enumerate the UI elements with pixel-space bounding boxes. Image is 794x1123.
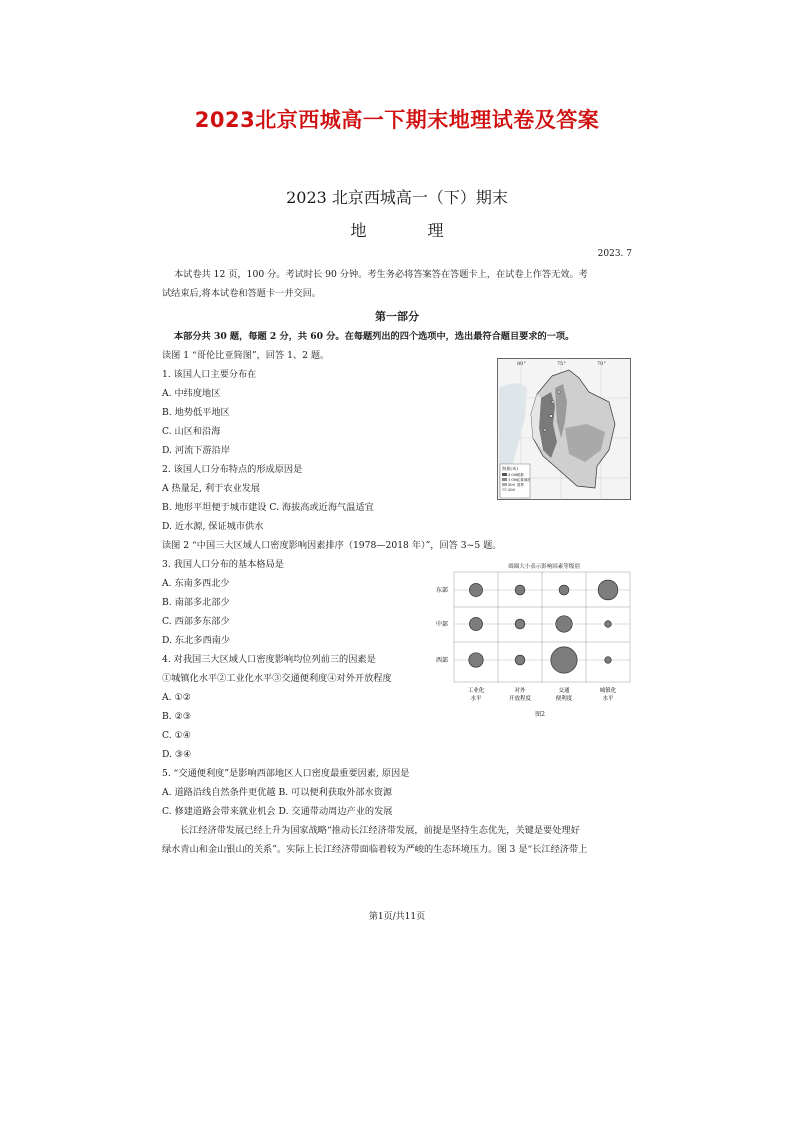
exam-date: 2023. 7 [597,249,632,259]
bubble-0-3 [598,580,618,600]
col-label-0-1: 水平 [470,696,482,702]
question-3-option-a: A. 东南多西北少 [162,578,230,589]
exam-intro-line-2: 试结束后,将本试卷和答题卡一并交回。 [162,288,322,299]
bubble-1-2 [556,616,573,633]
col-label-2-0: 交通 [558,688,570,694]
col-label-1-1: 开放程度 [508,696,532,702]
col-label-0-0: 工业化 [467,688,485,694]
question-4-choices: ①城镇化水平②工业化水平③交通便利度④对外开放程度 [162,673,392,684]
bubble-0-1 [515,585,525,595]
part-instructions: 本部分共 30 题，每题 2 分，共 60 分。在每题列出的四个选项中，选出最符合题目要求的一项。 [174,331,575,342]
question-2: 2. 该国人口分布特点的形成原因是 [162,464,303,475]
map-legend-border: 国界 [517,483,524,487]
exam-intro-line-1: 本试卷共 12 页，100 分。考试时长 90 分钟。考生务必将答案答在答题卡上，在试卷上作答无效。考 [174,269,588,280]
figure2-header: 圆圈大小表示影响因素等级别 [508,564,580,570]
passage-line-1: 长江经济带发展已经上升为国家战略“推动长江经济带发展，前提是坚持生态优先，关键是要处理好 [180,825,580,836]
question-1-option-a: A. 中纬度地区 [162,388,221,399]
question-4: 4. 对我国三大区域人口密度影响均位列前三的因素是 [162,654,376,665]
question-2-option-a: A 热量足, 利于农业发展 [162,483,261,494]
bubble-2-0 [469,653,484,668]
question-4-option-a: A. ①② [162,692,191,703]
map-lon-label-3: 70° [597,361,606,367]
question-4-option-c: C. ①④ [162,730,192,741]
question-4-option-b: B. ②③ [162,711,192,722]
bubble-1-3 [605,621,612,628]
map-legend-item-3: 500 [508,483,515,487]
map-legend-item-4: 200 [508,488,515,492]
map-legend [500,464,531,498]
col-label-3-0: 城镇化 [599,688,617,694]
question-1: 1. 该国人口主要分布在 [162,369,257,380]
question-2-option-bc: B. 地形平坦便于城市建设 C. 海拔高或近海气温适宜 [162,502,374,513]
col-label-1-0: 对外 [514,688,526,694]
bubble-0-0 [469,583,482,596]
question-3-option-d: D. 东北多西南少 [162,635,231,646]
page-number: 第1页/共11页 [368,912,426,922]
read-figure1-prompt: 读图 1 “哥伦比亚简图”，回答 1、2 题。 [162,350,330,361]
question-3-option-b: B. 南部多北部少 [162,597,230,608]
bubble-0-2 [559,585,569,595]
exam-subject: 地 理 [350,221,472,240]
question-5: 5. “交通便利度”是影响西部地区人口密度最重要因素, 原因是 [162,768,410,779]
map-lon-label-1: 80° [517,361,526,367]
col-label-2-1: 便利度 [555,696,573,702]
bubble-1-0 [469,617,482,630]
question-4-option-d: D. ③④ [162,749,192,760]
figure1-colombia-map [497,358,631,500]
row-label-0: 东部 [435,587,448,594]
question-2-option-d: D. 近水源, 保证城市供水 [162,521,264,532]
question-5-option-ab: A. 道路沿线自然条件更优越 B. 可以便利获取外部水资源 [162,787,393,798]
map-lon-label-2: 75° [557,361,566,367]
map-legend-capital: 首都 [517,473,524,477]
bubble-2-1 [515,655,525,665]
map-legend-item-2: 1 000 [508,478,519,482]
question-1-option-b: B. 地势低平地区 [162,407,230,418]
question-1-option-d: D. 河流下游沿岸 [162,445,231,456]
map-legend-item-1: 3 000 [508,473,519,477]
read-figure2-prompt: 读图 2 “中国三大区域人口密度影响因素排序（1978—2018 年）”，回答 3~5 题。 [162,540,502,551]
document-banner-title: 2023北京西城高一下期末地理试卷及答案 [194,108,600,132]
map-legend-city: 主要城市 [517,478,531,482]
passage-line-2: 绿水青山和金山银山的关系”。实际上长江经济带面临着较为严峻的生态环境压力。图 3 是“长江经济带上 [162,844,588,855]
bubble-2-3 [605,657,612,664]
question-3-option-c: C. 西部多东部少 [162,616,230,627]
bubble-1-1 [515,619,525,629]
figure2-caption: 图2 [535,711,545,718]
row-label-2: 西部 [435,657,448,664]
col-label-3-1: 水平 [602,696,614,702]
question-5-option-cd: C. 修建道路会带来就业机会 D. 交通带动周边产业的发展 [162,806,393,817]
exam-title: 2023 北京西城高一（下）期末 [286,188,508,207]
question-1-option-c: C. 山区和沿海 [162,426,221,437]
part-heading: 第一部分 [375,310,419,323]
question-3: 3. 我国人口分布的基本格局是 [162,559,284,570]
figure2-bubble-chart [426,560,634,720]
map-legend-title: 海拔(米) [502,466,518,471]
row-label-1: 中部 [435,621,448,628]
bubble-2-2 [551,647,577,673]
